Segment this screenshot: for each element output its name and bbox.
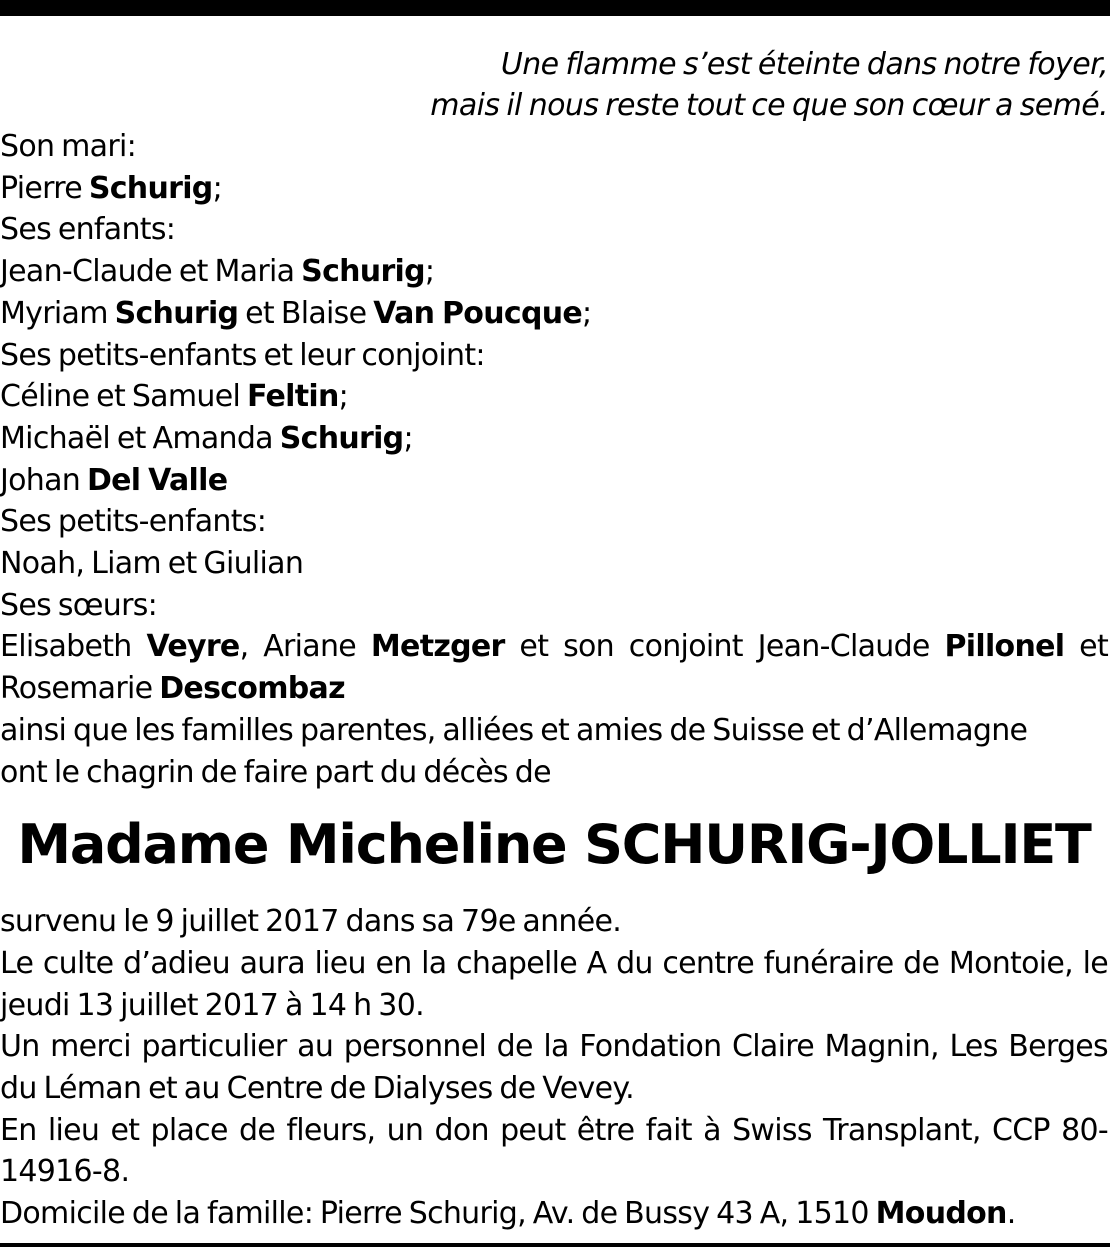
- grandchild-entry: [0, 418, 1108, 460]
- obituary-notice: [0, 44, 1108, 1235]
- first-name: Elisabeth: [0, 629, 147, 665]
- sisters-entry: [0, 626, 1108, 668]
- first-name: , Ariane: [239, 629, 371, 665]
- connector-text: et son conjoint Jean-Claude: [504, 629, 945, 665]
- punctuation: ;: [424, 254, 435, 290]
- punctuation: ;: [212, 170, 222, 206]
- connector-text: et: [1064, 629, 1109, 665]
- bottom-border-rule: [0, 1243, 1110, 1247]
- child-entry: [0, 293, 1108, 335]
- surname: Veyre: [146, 629, 240, 665]
- announcement-text: ont le chagrin de faire part du décès de: [0, 754, 551, 790]
- first-name: Pierre: [0, 170, 89, 206]
- surname: Van Poucque: [373, 295, 583, 331]
- domicile-text: [0, 1193, 1108, 1235]
- top-border-rule: [0, 0, 1110, 16]
- surname: Schurig: [114, 295, 239, 331]
- domicile-address: Domicile de la famille: Pierre Schurig, Av. de Bussy 43 A, 1510: [0, 1196, 876, 1232]
- first-name: Johan: [0, 462, 87, 498]
- donation-text: En lieu et place de fleurs, un don peut être fait à Swiss Transplant, CCP 80-14916-8.: [0, 1112, 1108, 1190]
- first-name: Céline et Samuel: [0, 379, 247, 415]
- grandchild-entry: [0, 460, 1108, 502]
- surname: Schurig: [301, 254, 425, 290]
- surname: Metzger: [370, 629, 505, 665]
- children-label: Ses enfants:: [0, 212, 176, 248]
- husband-name: [0, 168, 1108, 210]
- connector-text: et Blaise: [238, 295, 374, 331]
- surname: Pillonel: [944, 629, 1065, 665]
- epigraph-line-1: Une flamme s’est éteinte dans notre foyer,: [500, 47, 1108, 82]
- surname: Del Valle: [86, 462, 228, 498]
- surname: Descombaz: [159, 671, 345, 707]
- great-grandchildren-label: Ses petits-enfants:: [0, 504, 267, 540]
- deceased-name-heading: Madame Micheline SCHURIG-JOLLIET: [17, 813, 1091, 877]
- first-name: Rosemarie: [0, 671, 160, 707]
- death-date-text: survenu le 9 juillet 2017 dans sa 79e année.: [0, 904, 622, 940]
- grandchildren-partners-label: Ses petits-enfants et leur conjoint:: [0, 337, 485, 373]
- punctuation: .: [1006, 1196, 1016, 1232]
- family-list: [0, 126, 1108, 793]
- punctuation: ;: [338, 379, 349, 415]
- epigraph-line-2: mais il nous reste tout ce que son cœur a semé.: [430, 88, 1108, 123]
- thanks-text: Un merci particulier au personnel de la Fondation Claire Magnin, Les Berges du Léman et au Centre de Dialyses de Vevey.: [0, 1029, 1108, 1107]
- extended-family-text: ainsi que les familles parentes, alliées et amies de Suisse et d’Allemagne: [0, 712, 1028, 748]
- punctuation: ;: [403, 420, 413, 456]
- husband-label: Son mari:: [0, 129, 137, 164]
- surname: Feltin: [246, 379, 339, 415]
- epigraph-quote: [0, 44, 1108, 126]
- child-entry: [0, 251, 1108, 293]
- first-name: Myriam: [0, 295, 115, 331]
- domicile-town: Moudon: [875, 1196, 1007, 1232]
- service-text: Le culte d’adieu aura lieu en la chapelle A du centre funéraire de Montoie, le jeudi 13 juillet 2017 à 14 h 30.: [0, 945, 1108, 1023]
- first-name: Jean-Claude et Maria: [0, 254, 302, 290]
- grandchild-entry: [0, 376, 1108, 418]
- surname: Schurig: [88, 170, 213, 206]
- sisters-entry-continued: [0, 668, 1108, 710]
- great-grandchildren-names: Noah, Liam et Giulian: [0, 546, 304, 582]
- punctuation: ;: [582, 295, 592, 331]
- funeral-details: [0, 901, 1108, 1235]
- sisters-label: Ses sœurs:: [0, 587, 158, 623]
- first-name: Michaël et Amanda: [0, 420, 280, 456]
- surname: Schurig: [279, 420, 404, 456]
